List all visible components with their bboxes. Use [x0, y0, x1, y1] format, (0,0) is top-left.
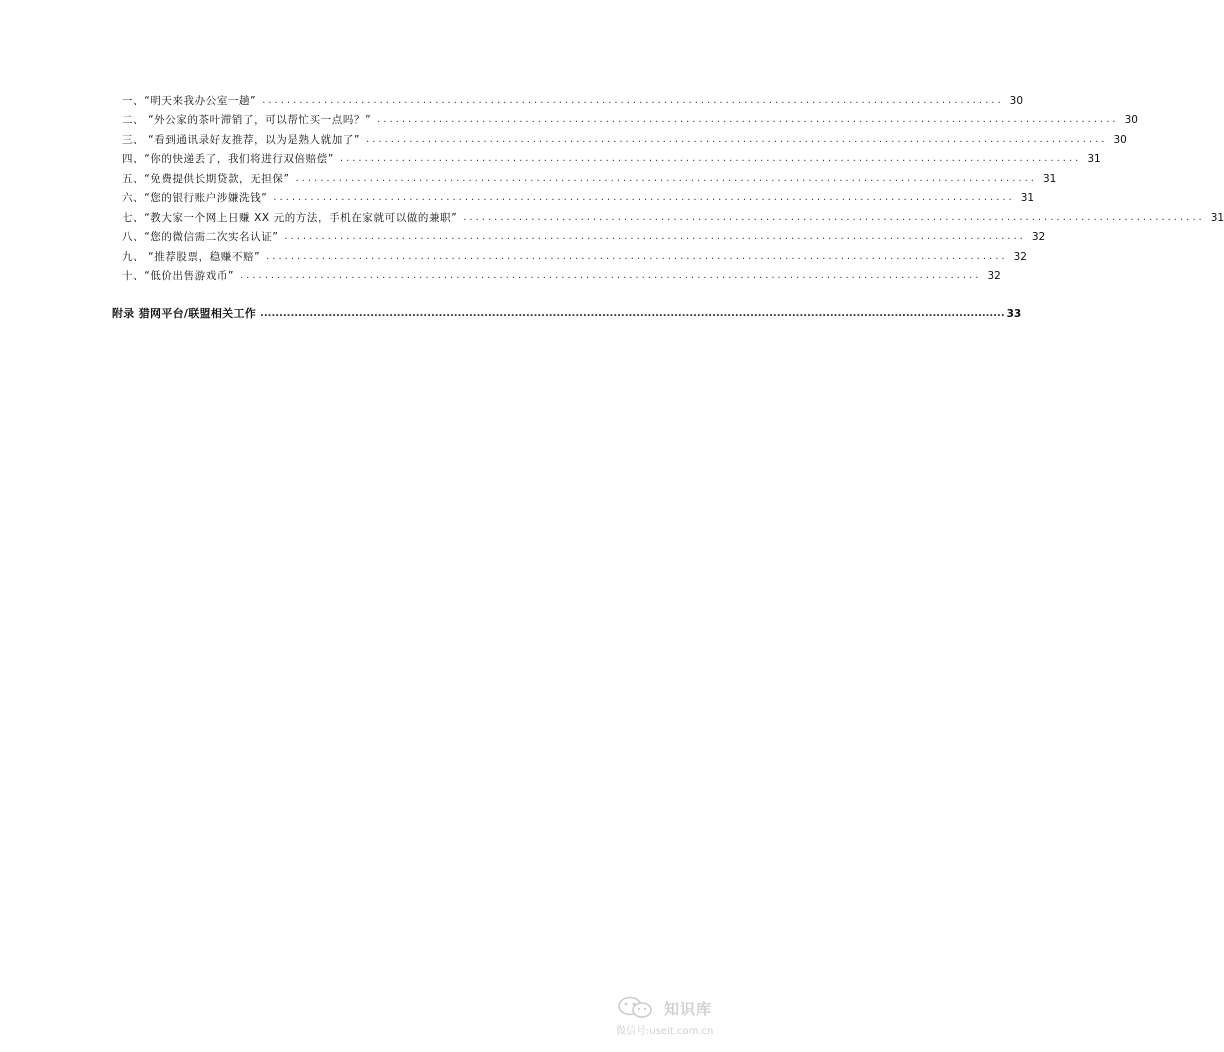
toc-appendix-title: 附录 猎网平台/联盟相关工作 — [112, 307, 257, 320]
toc-entry-title: 五、“免费提供长期贷款，无担保” — [122, 173, 290, 185]
dot-leader: ........................................................................................................................ — [284, 231, 1026, 242]
dot-leader: ........................................................................................................................ — [239, 270, 982, 281]
toc-entry-4[interactable] — [122, 150, 1101, 166]
dot-leader: ........................................................................................................................ — [339, 153, 1082, 164]
watermark-subtitle: 微信号:useit.com.cn — [616, 1026, 714, 1037]
dot-leader: ........................................................................................................................ — [377, 114, 1119, 125]
toc-entry-page: 32 — [1013, 251, 1027, 263]
watermark — [616, 994, 736, 1036]
dot-leader: ........................................................................................................................ — [463, 212, 1205, 223]
toc-entry-title: 二、 “外公家的茶叶滞销了，可以帮忙买一点吗？” — [122, 114, 372, 126]
toc-entry-7[interactable] — [122, 209, 1224, 225]
dot-leader: .................................................................................................................................................................................................... — [260, 308, 1005, 319]
toc-entry-page: 31 — [1020, 192, 1035, 204]
toc-entry-1[interactable] — [122, 92, 1024, 108]
dot-leader: ........................................................................................................................ — [273, 192, 1015, 203]
toc-appendix-entry[interactable] — [112, 305, 1022, 321]
toc-entry-page: 30 — [1113, 134, 1127, 146]
toc-entry-9[interactable] — [122, 248, 1027, 264]
toc-entry-title: 六、“您的银行账户涉嫌洗钱” — [122, 192, 268, 204]
toc-entry-page: 31 — [1210, 212, 1224, 224]
dot-leader: ........................................................................................................................ — [366, 134, 1108, 145]
toc-entry-page: 30 — [1124, 114, 1138, 126]
toc-entry-page: 32 — [1031, 231, 1046, 243]
toc-entry-title: 七、“教大家一个网上日赚 XX 元的方法，手机在家就可以做的兼职” — [122, 212, 458, 224]
dot-leader: ........................................................................................................................ — [295, 173, 1037, 184]
wechat-icon — [616, 996, 660, 1020]
watermark-name: 知识库 — [664, 1000, 713, 1018]
toc-entry-8[interactable] — [122, 228, 1046, 244]
toc-entry-6[interactable] — [122, 189, 1035, 205]
toc-entry-page: 31 — [1042, 173, 1057, 185]
toc-entry-title: 一、“明天来我办公室一趟” — [122, 95, 257, 107]
dot-leader: ........................................................................................................................ — [262, 95, 1004, 106]
toc-entry-title: 三、 “看到通讯录好友推荐，以为是熟人就加了” — [122, 134, 361, 146]
toc-entry-5[interactable] — [122, 170, 1057, 186]
toc-entry-title: 八、“您的微信需二次实名认证” — [122, 231, 279, 243]
toc-entry-page: 31 — [1087, 153, 1101, 165]
toc-entry-2[interactable] — [122, 111, 1138, 127]
toc-entry-title: 九、 “推荐股票，稳赚不赔” — [122, 251, 261, 263]
toc-entry-10[interactable] — [122, 267, 1001, 283]
toc-entry-title: 十、“低价出售游戏币” — [122, 270, 234, 282]
toc-entry-title: 四、“你的快递丢了，我们将进行双倍赔偿” — [122, 153, 334, 165]
toc-entry-page: 32 — [987, 270, 1001, 282]
toc-entry-3[interactable] — [122, 131, 1127, 147]
toc-entry-page: 30 — [1009, 95, 1024, 107]
dot-leader: ........................................................................................................................ — [266, 251, 1008, 262]
toc-appendix-page: 33 — [1006, 308, 1022, 320]
